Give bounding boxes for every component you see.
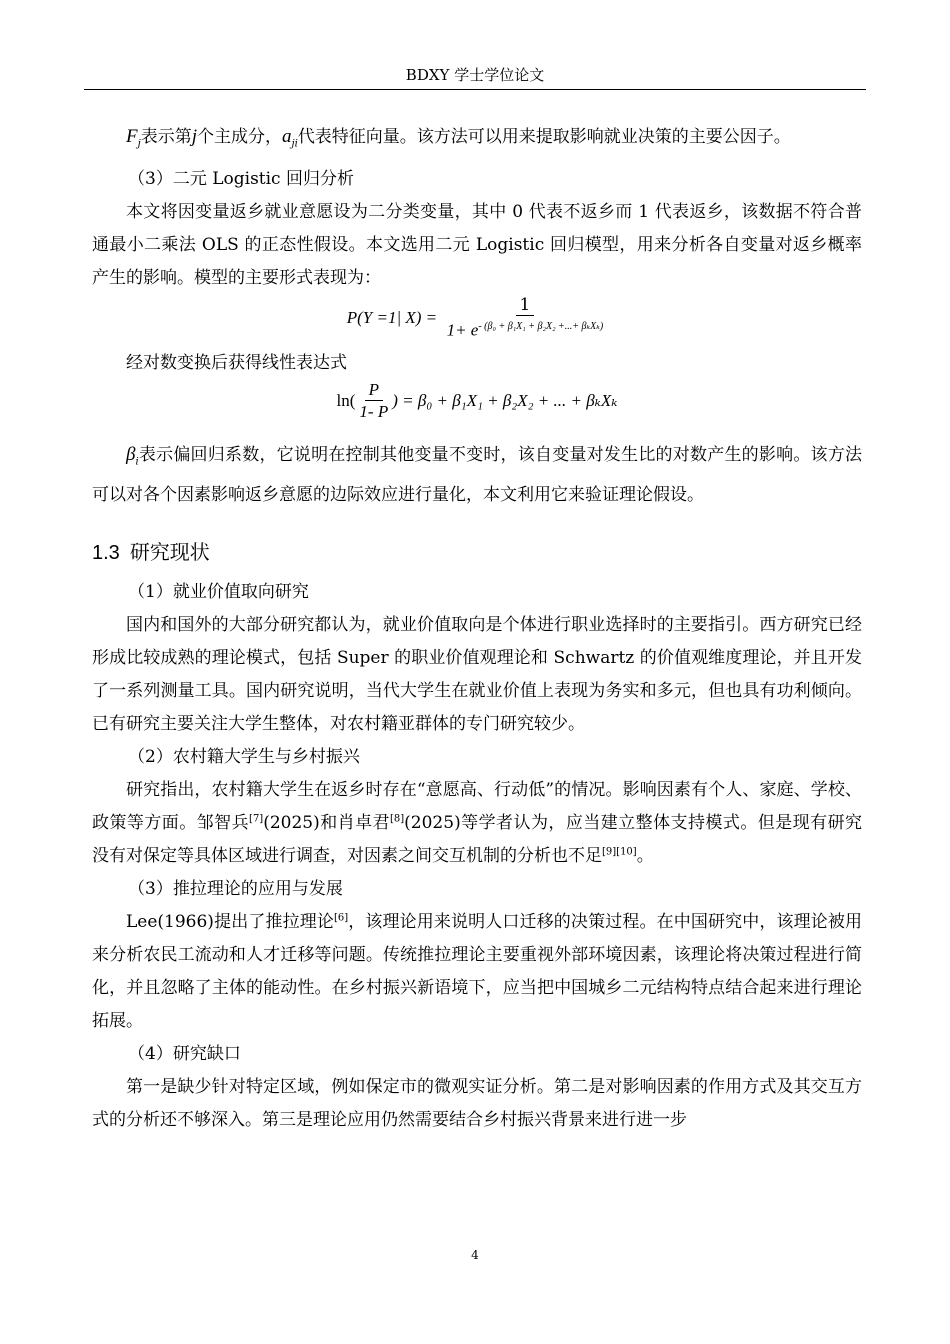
intro-text-3: 代表特征向量。该方法可以用来提取影响就业决策的主要公因子。: [297, 127, 791, 147]
intro-text-2: 个主成分，: [197, 127, 282, 147]
symbol-a-sub: ji: [291, 138, 298, 150]
subsection-3-heading: （3）推拉理论的应用与发展: [128, 878, 343, 899]
symbol-j: j: [191, 126, 197, 147]
citation-10: [10]: [616, 846, 637, 858]
citation-7: [7]: [249, 813, 264, 825]
formula2-fraction: [355, 380, 392, 423]
section-heading: [92, 538, 862, 568]
formula2-ln: ln(: [336, 391, 356, 411]
running-header: BDXY 学士学位论文: [405, 66, 545, 84]
symbol-F-sub: j: [137, 138, 141, 150]
formula1-lhs: P(Y =1| X) =: [346, 308, 438, 328]
logit-formula: [92, 380, 862, 438]
beta-text: 表示偏回归系数，它说明在控制其他变量不变时，该自变量对发生比的对数产生的影响。该方法可以对各个因素影响返乡意愿的边际效应进行量化，本文利用它来验证理论假设。: [92, 445, 862, 505]
formula2-rhs: ) = β₀ + β₁X₁ + β₂X₂ + ... + βₖXₖ: [392, 391, 618, 411]
subsection-4-heading: （4）研究缺口: [128, 1043, 241, 1064]
subsection-2-heading: （2）农村籍大学生与乡村振兴: [128, 746, 360, 767]
formula1-denominator: [443, 316, 608, 342]
citation-6: [6]: [333, 912, 349, 924]
symbol-beta-sub: i: [135, 456, 139, 468]
citation-8: [8]: [390, 813, 405, 825]
logistic-paragraph-2: 经对数变换后获得线性表达式: [126, 353, 347, 374]
intro-paragraph: [92, 118, 862, 163]
subsection-1-paragraph: 国内和国外的大部分研究都认为，就业价值取向是个体进行职业选择时的主要指引。西方研究已经形成比较成熟的理论模式，包括 Super 的职业价值观理论和 Schwartz 的价值观维度理论，并且开发了一系列测量工具。国内研究说明，当代大学生在就业价值上表现为务实和多元，但也具有功利倾向。已有研究主要关注大学生整体，对农村籍亚群体的专门研究较少。: [92, 614, 862, 734]
beta-paragraph: [92, 438, 862, 511]
symbol-F: F: [126, 126, 138, 147]
formula1-exponent: - (β₀ + β₁X₁ + β₂X₂ +...+ βₖXₖ): [478, 321, 604, 333]
subsection-2-paragraph: [92, 774, 862, 873]
sub3-text-b: ，该理论用来说明人口迁移的决策过程。在中国研究中，该理论被用来分析农民工流动和人才迁移等问题。传统推拉理论主要重视外部环境因素，该理论将决策过程进行简化，并且忽略了主体的能动性。在乡村振兴新语境下，应当把中国城乡二元结构特点结合起来进行理论拓展。: [92, 911, 862, 1031]
symbol-a: a: [282, 126, 292, 147]
sub2-text-c: (2025)等学者认为，应当建立整体支持模式。但是现有研究没有对保定等具体区域进行调查，对因素之间交互机制的分析也不足: [92, 812, 863, 866]
sub2-text-b: (2025)和肖卓君: [263, 812, 390, 833]
sub2-text-a: 研究指出，农村籍大学生在返乡时存在“意愿高、行动低”的情况。影响因素有个人、家庭、学校、政策等方面。邹智兵: [92, 779, 862, 833]
formula1-den-base: 1+ e: [446, 321, 479, 341]
page-body: [92, 118, 862, 1137]
section-number: 1.3: [92, 541, 120, 564]
sub3-text-a: Lee(1966)提出了推拉理论: [126, 911, 334, 932]
page-number: 4: [471, 1248, 479, 1262]
formula2-numerator: P: [365, 380, 383, 401]
logistic-paragraph-1: 本文将因变量返乡就业意愿设为二分类变量，其中 0 代表不返乡而 1 代表返乡，该数据不符合普通最小二乘法 OLS 的正态性假设。本文选用二元 Logistic 回归模型，用来分析各自变量对返乡概率产生的影响。模型的主要形式表现为：: [92, 202, 862, 289]
section-title: 研究现状: [129, 541, 210, 564]
formula1-fraction: [443, 295, 608, 342]
symbol-beta: β: [126, 444, 136, 466]
logistic-formula: [92, 295, 862, 347]
intro-text-1: 表示第: [140, 127, 192, 147]
subsection-4-paragraph: 第一是缺少针对特定区域，例如保定市的微观实证分析。第二是对影响因素的作用方式及其交互方式的分析还不够深入。第三是理论应用仍然需要结合乡村振兴背景来进行进一步: [92, 1076, 862, 1130]
subsection-3-paragraph: [92, 906, 862, 1038]
subsection-1-heading: （1）就业价值取向研究: [128, 581, 309, 602]
logistic-heading: （3）二元 Logistic 回归分析: [128, 169, 354, 190]
citation-9: [9]: [602, 846, 617, 858]
formula1-numerator: 1: [516, 295, 535, 316]
formula2-denominator: 1- P: [359, 402, 389, 422]
sub2-text-d: 。: [636, 845, 654, 866]
header-rule: [84, 89, 866, 90]
